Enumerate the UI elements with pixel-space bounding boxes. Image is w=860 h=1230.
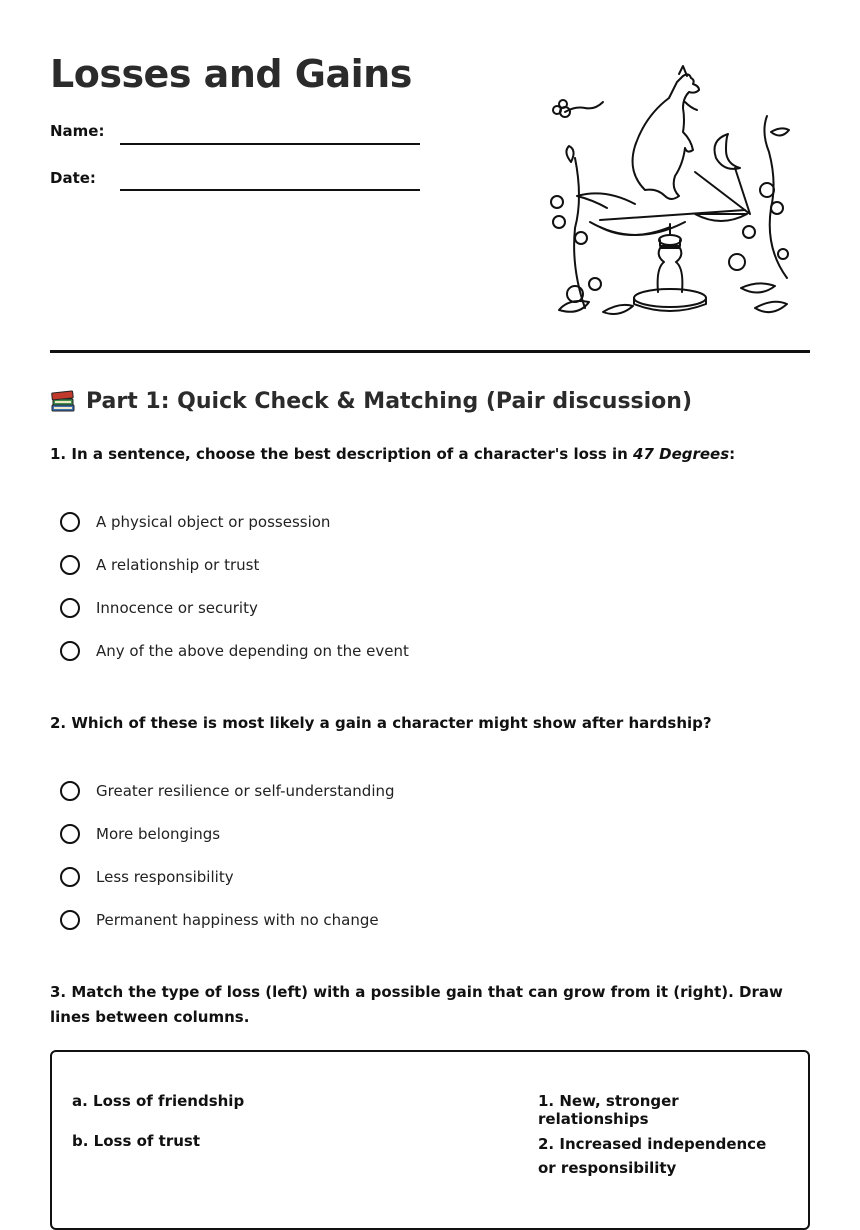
q2-option-c[interactable] bbox=[60, 865, 234, 889]
radio-button[interactable] bbox=[60, 598, 80, 618]
match-left-a[interactable]: a. Loss of friendship bbox=[72, 1092, 245, 1110]
part1-heading bbox=[50, 388, 692, 414]
radio-button[interactable] bbox=[60, 867, 80, 887]
page-title: Losses and Gains bbox=[50, 52, 412, 96]
part1-title: Part 1: Quick Check & Matching (Pair discussion) bbox=[86, 388, 693, 414]
option-label: Any of the above depending on the event bbox=[96, 642, 409, 660]
q2-option-d[interactable] bbox=[60, 908, 379, 932]
radio-button[interactable] bbox=[60, 555, 80, 575]
q2-option-a[interactable] bbox=[60, 779, 395, 803]
radio-button[interactable] bbox=[60, 641, 80, 661]
section-divider bbox=[50, 350, 810, 353]
radio-button[interactable] bbox=[60, 824, 80, 844]
date-input-line[interactable] bbox=[120, 189, 420, 191]
match-right-1[interactable]: 1. New, stronger relationships bbox=[538, 1092, 679, 1128]
match-right-2[interactable]: 2. Increased independence or responsibility bbox=[538, 1135, 767, 1177]
match-left-b[interactable]: b. Loss of trust bbox=[72, 1132, 200, 1150]
option-label: Less responsibility bbox=[96, 868, 234, 886]
matching-box bbox=[50, 1050, 810, 1230]
question-3: 3. Match the type of loss (left) with a possible gain that can grow from it (right). Draw lines between columns. bbox=[50, 983, 783, 1026]
option-label: A physical object or possession bbox=[96, 513, 331, 531]
question-1-suffix: : bbox=[729, 445, 736, 463]
question-1-text: 1. In a sentence, choose the best description of a character's loss in bbox=[50, 445, 634, 463]
radio-button[interactable] bbox=[60, 781, 80, 801]
q1-option-a[interactable] bbox=[60, 510, 330, 534]
question-2: 2. Which of these is most likely a gain a character might show after hardship? bbox=[50, 714, 712, 732]
option-label: A relationship or trust bbox=[96, 556, 260, 574]
books-icon bbox=[50, 388, 76, 414]
option-label: More belongings bbox=[96, 825, 221, 843]
q1-option-c[interactable] bbox=[60, 596, 258, 620]
name-label: Name: bbox=[50, 122, 105, 140]
name-input-line[interactable] bbox=[120, 143, 420, 145]
q2-option-b[interactable] bbox=[60, 822, 220, 846]
option-label: Greater resilience or self-understanding bbox=[96, 782, 395, 800]
q1-option-d[interactable] bbox=[60, 639, 409, 663]
book-title: 47 Degrees bbox=[633, 445, 730, 463]
radio-button[interactable] bbox=[60, 910, 80, 930]
kangaroo-scale-illustration bbox=[545, 62, 800, 324]
question-1 bbox=[50, 442, 810, 467]
option-label: Permanent happiness with no change bbox=[96, 911, 379, 929]
date-label: Date: bbox=[50, 169, 96, 187]
q1-option-b[interactable] bbox=[60, 553, 259, 577]
radio-button[interactable] bbox=[60, 512, 80, 532]
option-label: Innocence or security bbox=[96, 599, 258, 617]
